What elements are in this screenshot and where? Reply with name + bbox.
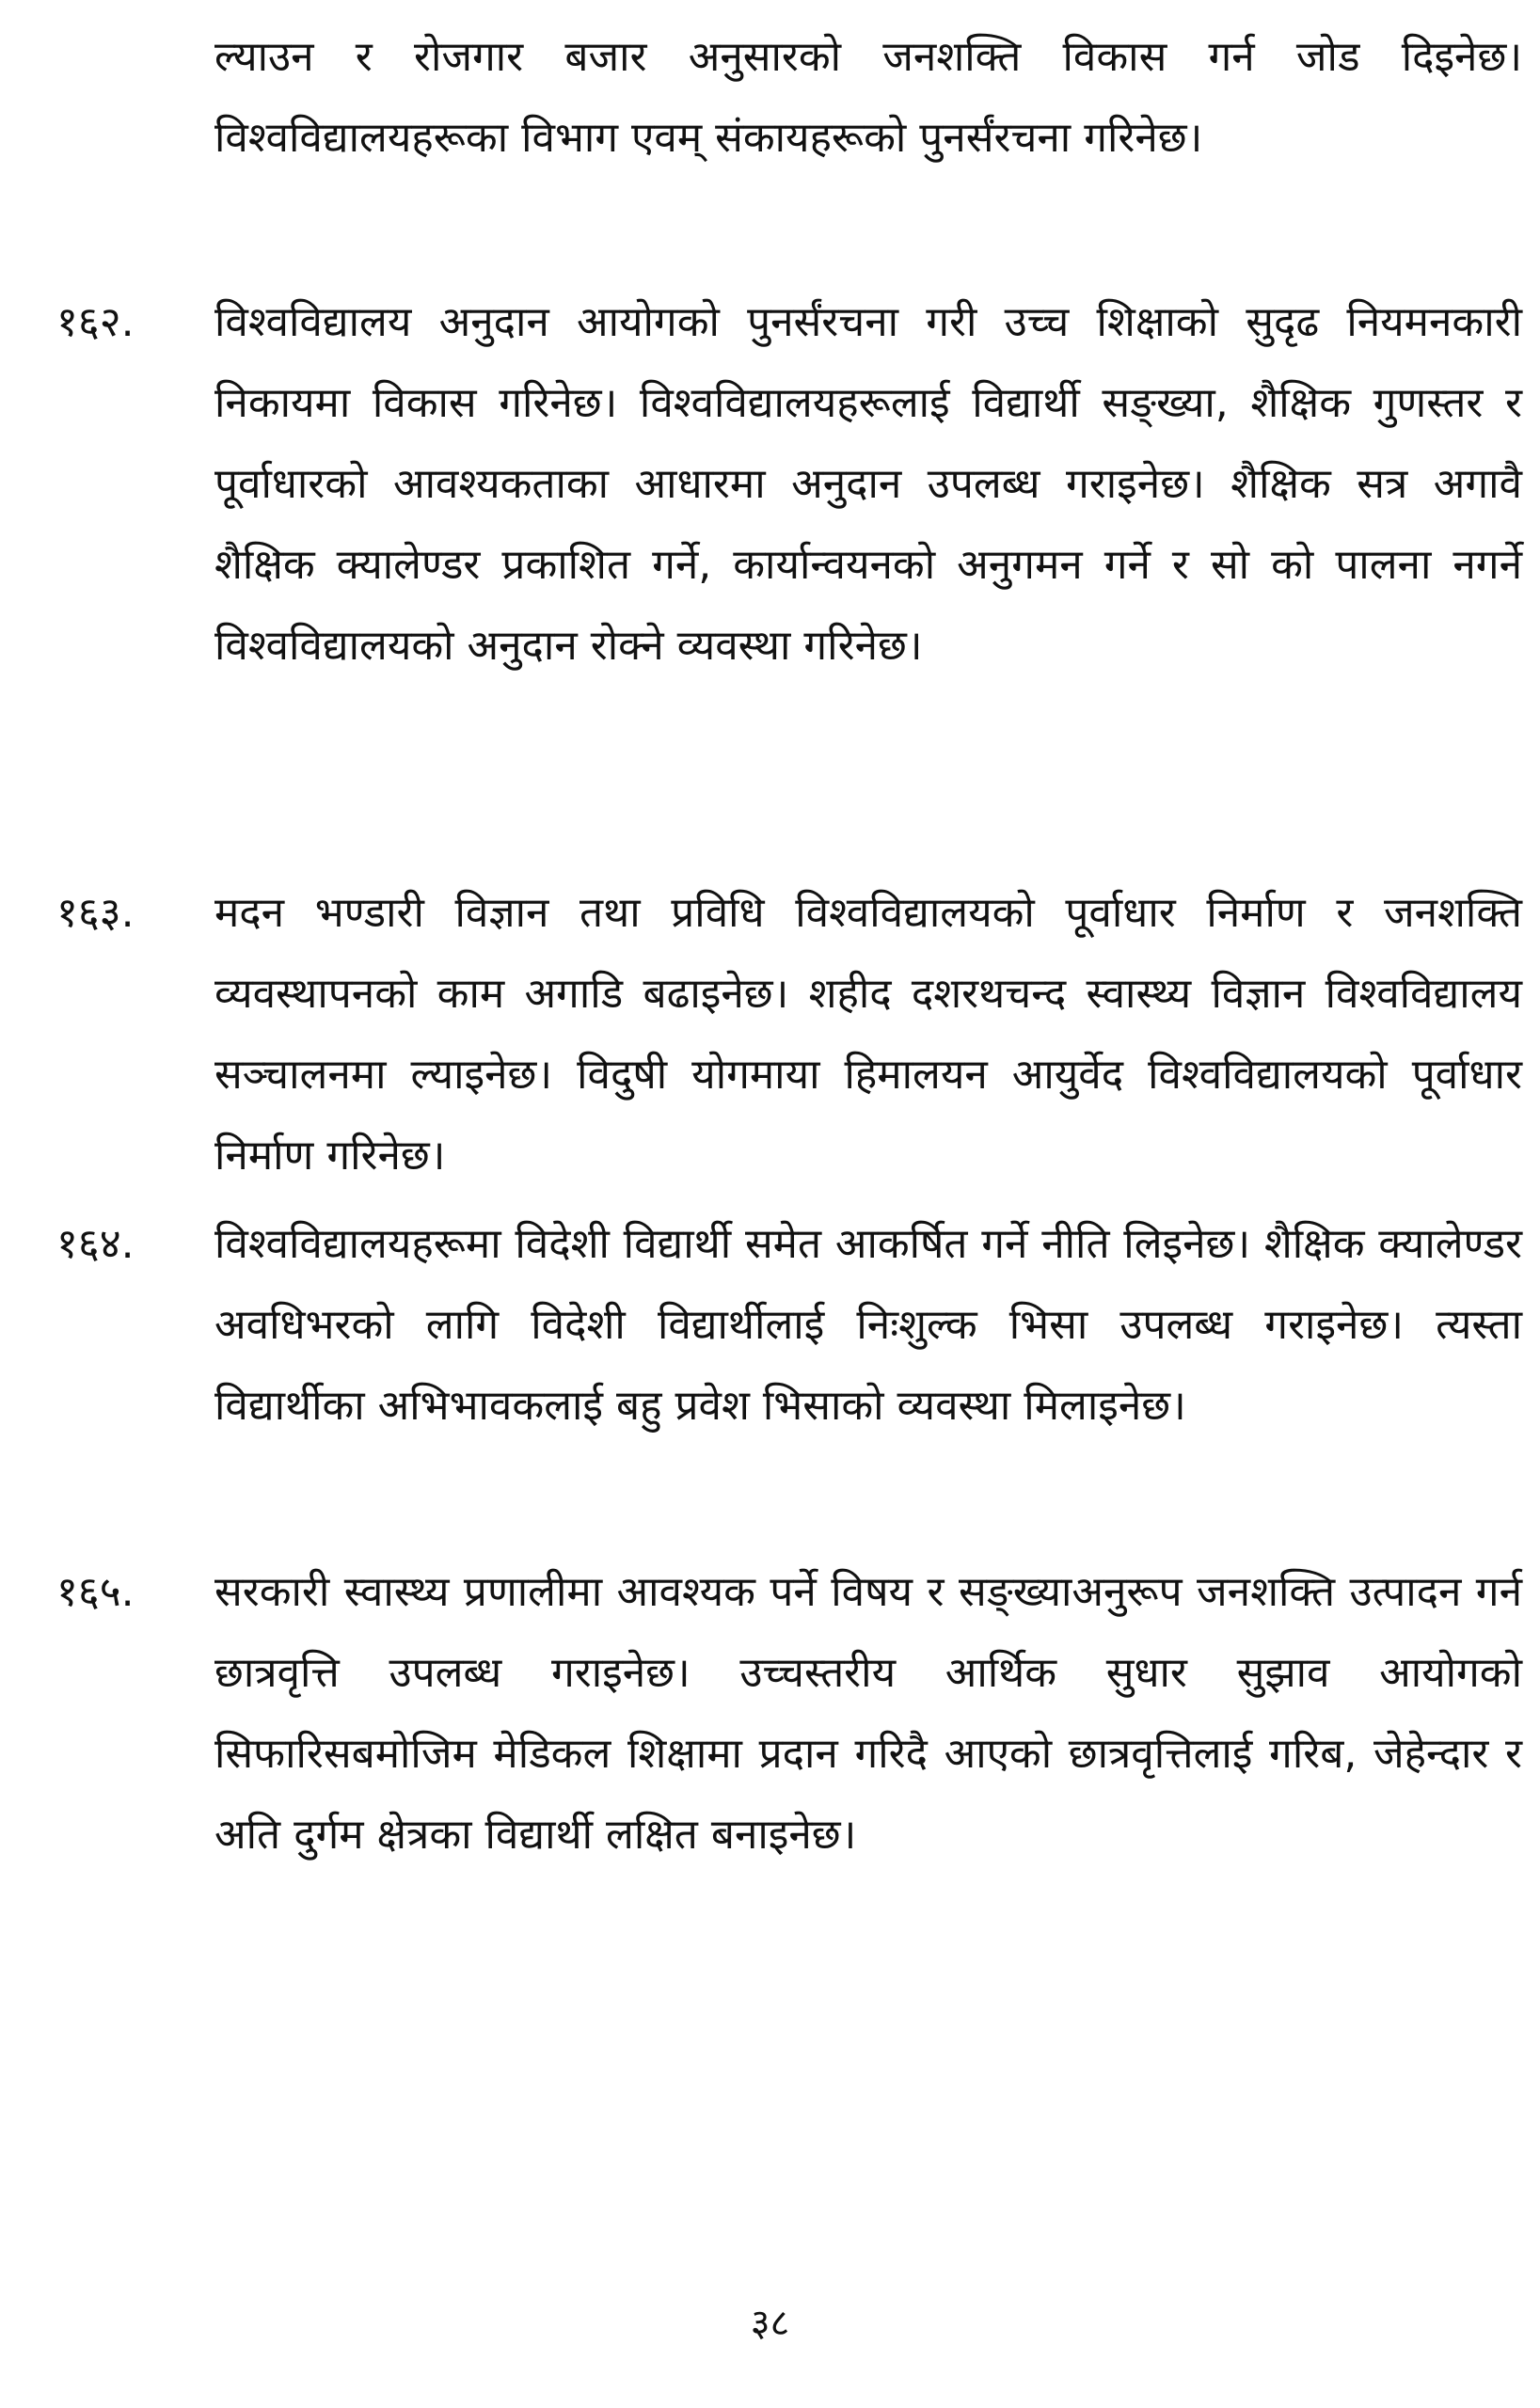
paragraph-text: मदन भण्डारी विज्ञान तथा प्रविधि विश्वविद्यालयको पूर्वाधार निर्माण र जनशक्ति व्यवस्थापनको काम अगाडि बढाइनेछ। शहीद दशरथचन्द स्वास्थ्य विज्ञान विश्वविद्यालय सञ्चालनमा ल्याइनेछ। विदुषी योगमाया हिमालयन आयुर्वेद विश्वविद्यालयको पूर्वाधार निर्माण गरिनेछ। [214,889,1522,1180]
paragraph-text: ल्याउन र रोजगार बजार अनुसारको जनशक्ति विकास गर्न जोड दिइनेछ। विश्वविद्यालयहरूका विभाग एवम् संकायहरूको पुनर्संरचना गरिनेछ। [214,33,1522,162]
page-number: ३८ [750,2302,790,2345]
paragraph-number: १६२. [56,298,135,346]
paragraph-text: सरकारी स्वास्थ्य प्रणालीमा आवश्यक पर्ने विषय र सङ्ख्याअनुरूप जनशक्ति उत्पादन गर्न छात्रवृत्ति उपलब्ध गराइनेछ। उच्चस्तरीय आर्थिक सुधार सुझाव आयोगको सिफारिसबमोजिम मेडिकल शिक्षामा प्रदान गरिदै आएको छात्रवृत्तिलाई गरिब, जेहेन्दार र अति दुर्गम क्षेत्रका विद्यार्थी लक्षित बनाइनेछ। [214,1568,1522,1859]
paragraph-text: विश्वविद्यालय अनुदान आयोगको पुनर्संरचना गरी उच्च शिक्षाको सुदृढ नियमनकारी निकायमा विकास गरिनेछ। विश्वविद्यालयहरूलाई विद्यार्थी सङ्ख्या, शैक्षिक गुणस्तर र पूर्वाधारको आवश्यकताका आधारमा अनुदान उपलब्ध गराइनेछ। शैक्षिक सत्र अगावै शैक्षिक क्यालेण्डर प्रकाशित गर्ने, कार्यान्वयनको अनुगमन गर्ने र सो को पालना नगर्ने विश्वविद्यालयको अनुदान रोक्ने व्यवस्था गरिनेछ। [214,298,1522,670]
paragraph-text: विश्वविद्यालयहरूमा विदेशी विद्यार्थी समेत आकर्षित गर्ने नीति लिइनेछ। शैक्षिक क्यालेण्डर अवधिभरको लागि विदेशी विद्यार्थीलाई निःशुल्क भिसा उपलब्ध गराइनेछ। त्यस्ता विद्यार्थीका अभिभावकलाई बहु प्रवेश भिसाको व्यवस्था मिलाइनेछ। [214,1220,1522,1430]
paragraph-number: १६५. [56,1568,135,1616]
paragraph-number: १६४. [56,1220,135,1268]
paragraph-number: १६३. [56,889,135,937]
